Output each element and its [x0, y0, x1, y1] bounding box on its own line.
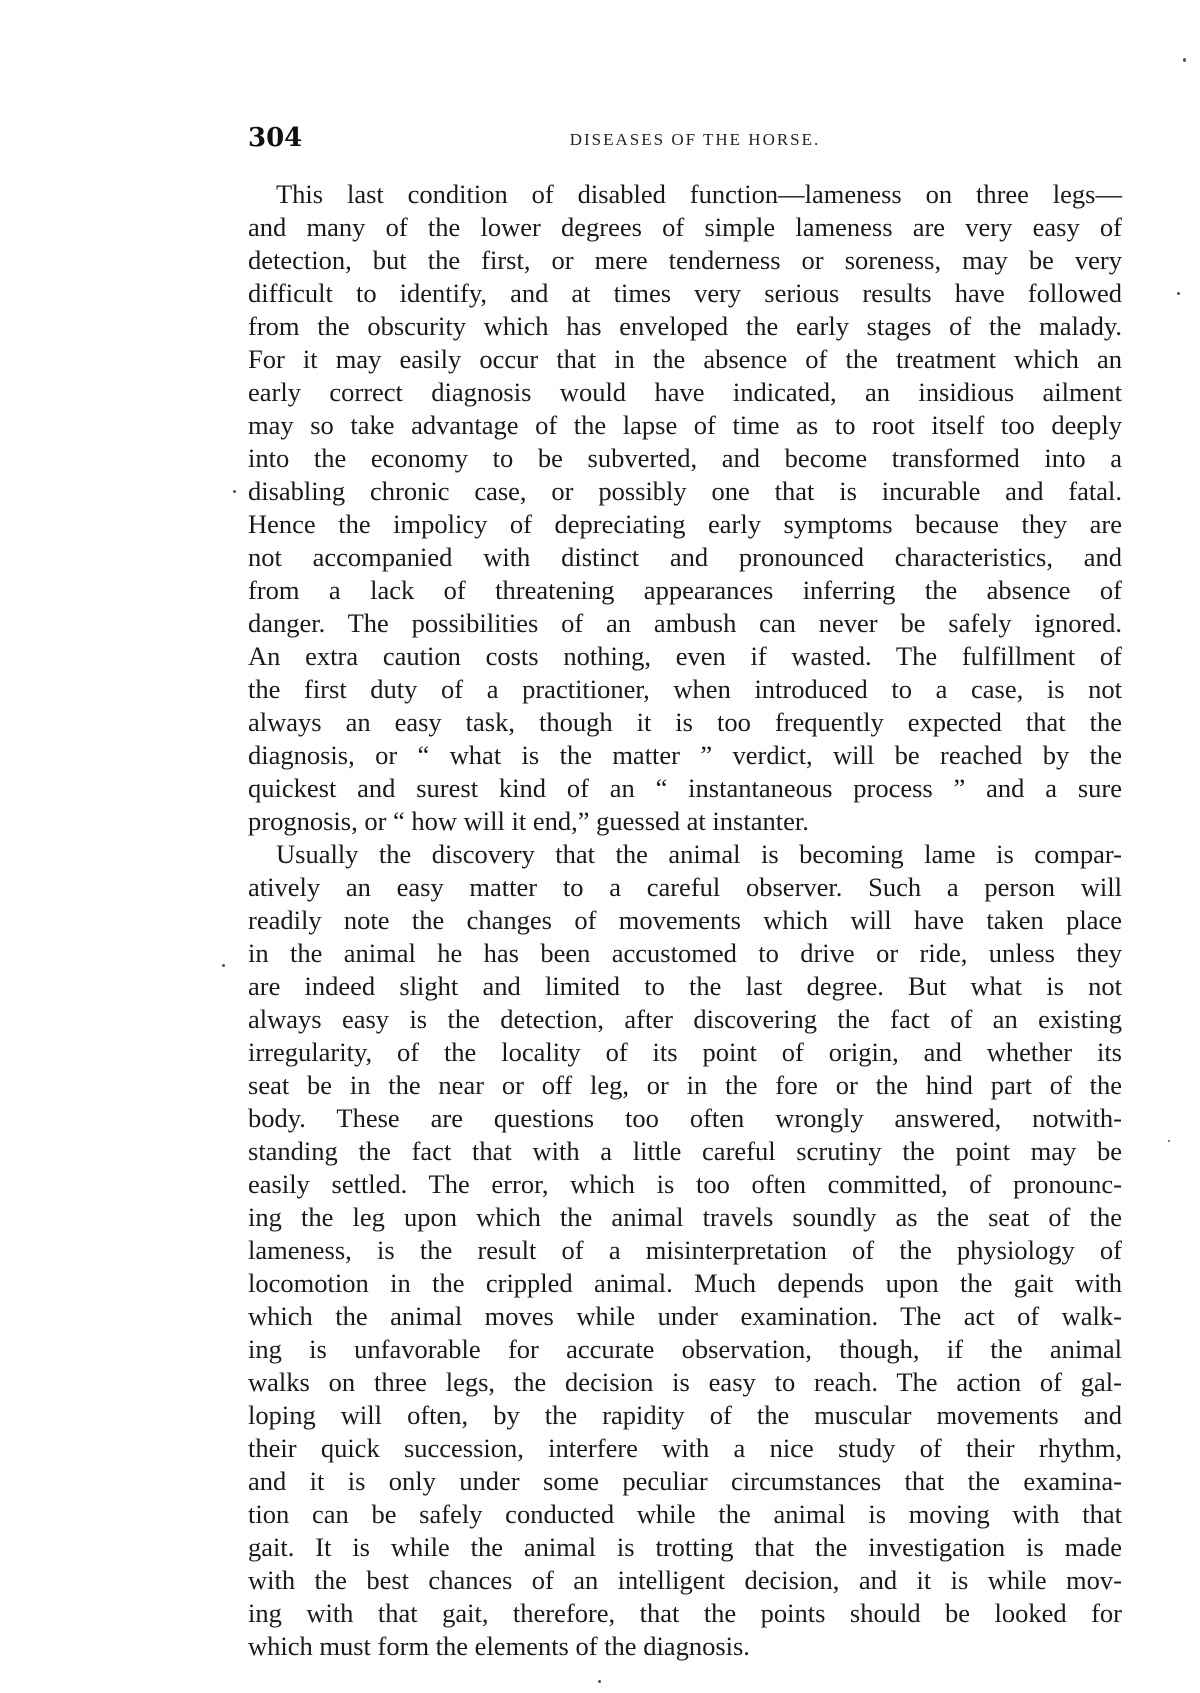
text-line: early correct diagnosis would have indicated, an insidious ailment	[248, 377, 1122, 407]
text-line: with the best chances of an intelligent decision, and it is while mov-	[248, 1565, 1122, 1595]
scan-speck	[1177, 292, 1180, 295]
text-line: Usually the discovery that the animal is becoming lame is compar-	[276, 839, 1122, 869]
text-line: tion can be safely conducted while the animal is moving with that	[248, 1499, 1122, 1529]
body-text	[248, 178, 1122, 1663]
text-line: Hence the impolicy of depreciating early symptoms because they are	[248, 509, 1122, 539]
text-line: seat be in the near or off leg, or in the fore or the hind part of the	[248, 1070, 1122, 1100]
text-line: always easy is the detection, after discovering the fact of an existing	[248, 1004, 1122, 1034]
text-line: from a lack of threatening appearances inferring the absence of	[248, 575, 1122, 605]
text-line: body. These are questions too often wrongly answered, notwith-	[248, 1103, 1122, 1133]
text-line: lameness, is the result of a misinterpretation of the physiology of	[248, 1235, 1122, 1265]
text-line: gait. It is while the animal is trotting that the investigation is made	[248, 1532, 1122, 1562]
scan-speck	[598, 1680, 601, 1683]
text-line: loping will often, by the rapidity of the muscular movements and	[248, 1400, 1122, 1430]
scan-speck	[222, 964, 225, 967]
text-line: into the economy to be subverted, and become transformed into a	[248, 443, 1122, 473]
scan-speck	[1183, 58, 1186, 62]
text-line: which must form the elements of the diagnosis.	[248, 1631, 750, 1661]
text-line: and it is only under some peculiar circumstances that the examina-	[248, 1466, 1122, 1496]
text-line: atively an easy matter to a careful observer. Such a person will	[248, 872, 1122, 902]
text-line: diagnosis, or “ what is the matter ” verdict, will be reached by the	[248, 740, 1122, 770]
text-line: disabling chronic case, or possibly one that is incurable and fatal.	[248, 476, 1122, 506]
text-line: For it may easily occur that in the absence of the treatment which an	[248, 344, 1122, 374]
paragraph-1	[248, 178, 1122, 838]
page-number: 304	[248, 123, 303, 153]
text-line: are indeed slight and limited to the last degree. But what is not	[248, 971, 1122, 1001]
text-line: irregularity, of the locality of its point of origin, and whether its	[248, 1037, 1122, 1067]
text-line: in the animal he has been accustomed to drive or ride, unless they	[248, 938, 1122, 968]
text-line: difficult to identify, and at times very serious results have followed	[248, 278, 1122, 308]
text-line: prognosis, or “ how will it end,” guessed at instanter.	[248, 806, 809, 836]
text-line: standing the fact that with a little careful scrutiny the point may be	[248, 1136, 1122, 1166]
text-line: readily note the changes of movements which will have taken place	[248, 905, 1122, 935]
text-line: ing is unfavorable for accurate observation, though, if the animal	[248, 1334, 1122, 1364]
text-line: which the animal moves while under examination. The act of walk-	[248, 1301, 1122, 1331]
text-line: ing with that gait, therefore, that the points should be looked for	[248, 1598, 1122, 1628]
text-line: ing the leg upon which the animal travels soundly as the seat of the	[248, 1202, 1122, 1232]
text-line: not accompanied with distinct and pronounced characteristics, and	[248, 542, 1122, 572]
text-line: This last condition of disabled function—lameness on three legs—	[276, 179, 1122, 209]
text-line: may so take advantage of the lapse of time as to root itself too deeply	[248, 410, 1122, 440]
text-line: always an easy task, though it is too frequently expected that the	[248, 707, 1122, 737]
text-line: detection, but the first, or mere tenderness or soreness, may be very	[248, 245, 1122, 275]
paragraph-2	[248, 838, 1122, 1663]
text-line: and many of the lower degrees of simple lameness are very easy of	[248, 212, 1122, 242]
text-line: locomotion in the crippled animal. Much depends upon the gait with	[248, 1268, 1122, 1298]
text-line: An extra caution costs nothing, even if wasted. The fulfillment of	[248, 641, 1122, 671]
scan-speck	[1168, 1140, 1170, 1142]
text-line: from the obscurity which has enveloped the early stages of the malady.	[248, 311, 1122, 341]
text-line: easily settled. The error, which is too often committed, of pronounc-	[248, 1169, 1122, 1199]
text-line: their quick succession, interfere with a nice study of their rhythm,	[248, 1433, 1122, 1463]
text-line: walks on three legs, the decision is easy to reach. The action of gal-	[248, 1367, 1122, 1397]
text-line: quickest and surest kind of an “ instantaneous process ” and a sure	[248, 773, 1122, 803]
text-line: danger. The possibilities of an ambush can never be safely ignored.	[248, 608, 1122, 638]
running-title: DISEASES OF THE HORSE.	[569, 130, 821, 149]
scan-speck	[233, 490, 236, 493]
running-head	[248, 118, 1122, 158]
text-line: the first duty of a practitioner, when introduced to a case, is not	[248, 674, 1122, 704]
